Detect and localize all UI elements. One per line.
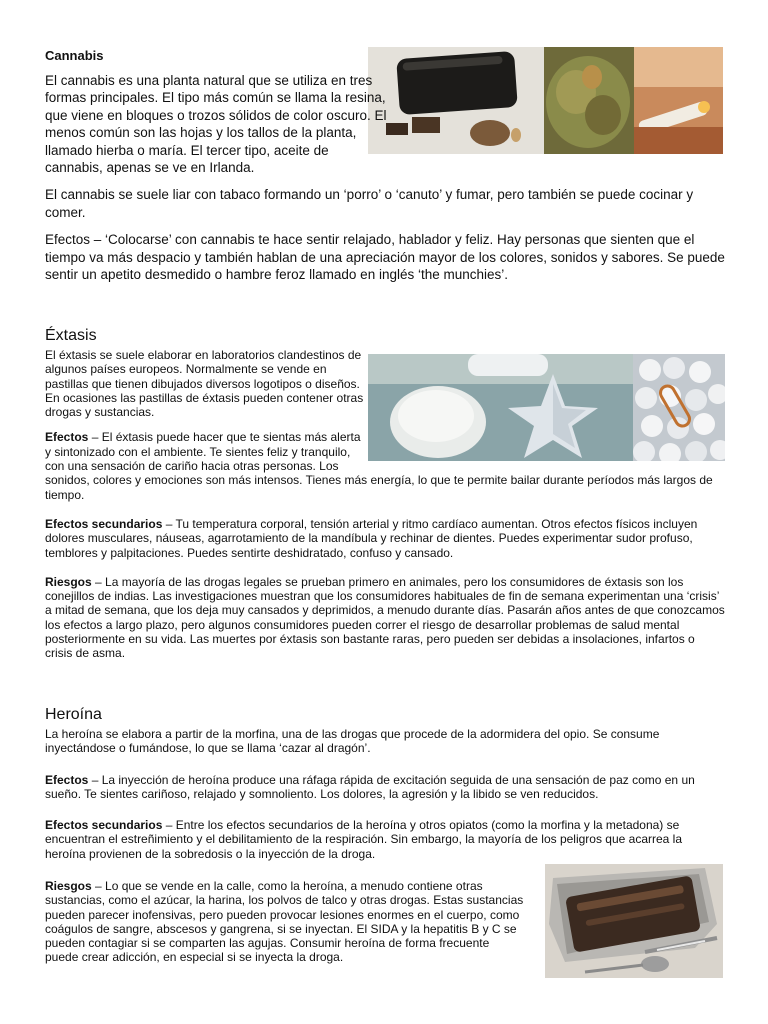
cannabis-paragraph-1: El cannabis es una planta natural que se utiliza en tres formas principales. El tipo más común se llama la resina, que viene en bloques o trozos sólidos de color oscuro. El menos común son las hojas y los tallos de la planta, llamado hierba o maría. El tercer tipo, aceite de cannabis, apenas se ve en Irlanda.	[45, 73, 387, 176]
heroin-photo	[545, 864, 723, 978]
ecstasy-risks-label: Riesgos	[45, 574, 92, 589]
ecstasy-risks	[45, 575, 725, 661]
ecstasy-side-effects	[45, 517, 725, 560]
heroin-side-effects	[45, 818, 725, 861]
ecstasy-effects-label: Efectos	[45, 430, 89, 445]
heroin-side-effects-text: – Entre los efectos secundarios de la heroína y otros opiatos (como la morfina y la metadona) se encuentran el estreñimiento y el debilitamiento de la respiración. Sin embargo, la mayoría de los peligros que acarrea la heroína provienen de la sobredosis o la inyección de la droga.	[45, 818, 683, 861]
heroin-intro: La heroína se elabora a partir de la morfina, una de las drogas que procede de la adormidera del opio. Se consume inyectándose o fumándose, lo que se llama ‘cazar al dragón’.	[45, 727, 660, 756]
ecstasy-intro: El éxtasis se suele elaborar en laboratorios clandestinos de algunos países europeos. Normalmente se vende en pastillas que tienen dibujados diversos logotipos o diseños. En ocasiones las pastillas de éxtasis pueden contener otras drogas y sustancias.	[45, 348, 364, 420]
cannabis-heading: Cannabis	[45, 48, 104, 63]
ecstasy-effects-text: – El éxtasis puede hacer que te sientas más alerta y sintonizado con el ambiente. Te sientes feliz y tranquilo, con una sensación de cariño hacia otras personas. Los sonidos, colores y emociones son más intensos. Tienes más energía, lo que te permite bailar durante períodos más largos de tiempo.	[45, 430, 713, 502]
ecstasy-side-effects-text: – Tu temperatura corporal, tensión arterial y ritmo cardíaco aumentan. Otros efectos físicos incluyen dolores musculares, náuseas, agarrotamiento de la mandíbula y rechinar de dientes. Puedes experimentar sudor profuso, temblores y palpitaciones. Puedes sentirte deshidratado, confuso y cansado.	[45, 516, 698, 560]
heroin-side-effects-label: Efectos secundarios	[45, 818, 163, 833]
heroin-heading: Heroína	[45, 706, 102, 723]
ecstasy-heading: Éxtasis	[45, 327, 97, 344]
ecstasy-side-effects-label: Efectos secundarios	[45, 516, 163, 531]
heroin-effects-label: Efectos	[45, 772, 89, 787]
cannabis-paragraph-2: El cannabis se suele liar con tabaco formando un ‘porro’ o ‘canuto’ y fumar, pero también se puede cocinar y comer.	[45, 187, 694, 220]
heroin-photo-graphic	[545, 864, 723, 978]
heroin-risks	[45, 879, 525, 965]
heroin-risks-text: – Lo que se vende en la calle, como la heroína, a menudo contiene otras sustancias, como el azúcar, la harina, los polvos de talco y otras drogas. Estas sustancias pueden parecer inofensivas, pero pueden provocar lesiones enormes en el cuerpo, como coágulos de sangre, abscesos y gangrena, si se inyectan. El SIDA y la hepatitis B y C se pueden contagiar si se comparten las agujas. Consumir heroína de forma frecuente puede crear adicción, en especial si se inyecta la droga.	[45, 879, 524, 965]
heroin-risks-label: Riesgos	[45, 879, 92, 893]
cannabis-paragraph-3: Efectos – ‘Colocarse’ con cannabis te hace sentir relajado, hablador y feliz. Hay personas que sienten que el tiempo va más despacio y también hablan de una apreciación mayor de los colores, sonidos y sabores. Se puede sentir un apetito desmedido o hambre feroz llamado en inglés ‘the munchies’.	[45, 232, 725, 283]
heroin-effects	[45, 773, 725, 802]
heroin-effects-text: – La inyección de heroína produce una ráfaga rápida de excitación seguida de una sensación de paz como en un sueño. Te sientes cariñoso, relajado y somnoliento. Los dolores, la agresión y la libido se ven reducidos.	[45, 772, 695, 801]
ecstasy-risks-text: – La mayoría de las drogas legales se prueban primero en animales, pero los consumidores de éxtasis son los conejillos de indias. Las investigaciones muestran que los consumidores habituales de fin de semana experimentan una ‘crisis’ a mitad de semana, que los deja muy cansados y deprimidos, a menudo durante días. Pasarán años antes de que conozcamos los efectos a largo plazo, pero algunos consumidores pueden correr el riesgo de desarrollar problemas de salud mental posteriormente en su vida. Las muertes por éxtasis son bastante raras, pero pueden ser debidas a insolaciones, infartos o crisis de asma.	[45, 574, 725, 661]
